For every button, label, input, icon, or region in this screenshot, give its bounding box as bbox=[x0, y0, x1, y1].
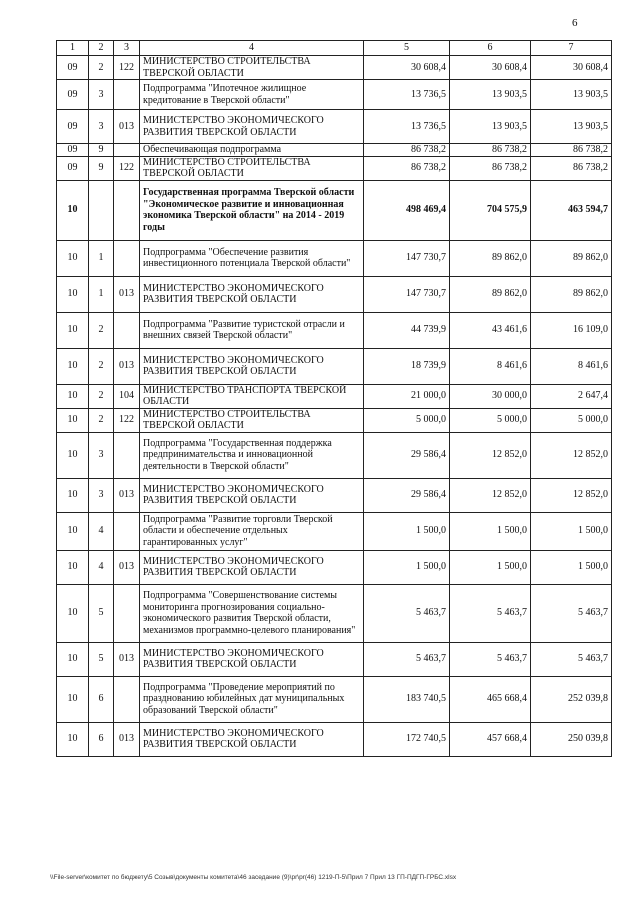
code-subsection-cell: 2 bbox=[89, 312, 114, 348]
code-agency-cell: 013 bbox=[114, 478, 140, 512]
code-agency-cell: 013 bbox=[114, 722, 140, 756]
description-cell: МИНИСТЕРСТВО ЭКОНОМИЧЕСКОГО РАЗВИТИЯ ТВЕРСКОЙ ОБЛАСТИ bbox=[140, 348, 364, 384]
table-row bbox=[57, 512, 612, 550]
value-col5-cell: 44 739,9 bbox=[364, 312, 450, 348]
table-row bbox=[57, 384, 612, 408]
value-col6-cell: 89 862,0 bbox=[450, 240, 531, 276]
description-cell: МИНИСТЕРСТВО ЭКОНОМИЧЕСКОГО РАЗВИТИЯ ТВЕРСКОЙ ОБЛАСТИ bbox=[140, 276, 364, 312]
code-agency-cell bbox=[114, 144, 140, 157]
code-section-cell: 09 bbox=[57, 144, 89, 157]
value-col6-cell: 13 903,5 bbox=[450, 110, 531, 144]
value-col5-cell: 30 608,4 bbox=[364, 56, 450, 80]
table-row bbox=[57, 348, 612, 384]
table-row bbox=[57, 276, 612, 312]
table-row bbox=[57, 110, 612, 144]
code-section-cell: 10 bbox=[57, 642, 89, 676]
code-section-cell: 09 bbox=[57, 80, 89, 110]
value-col7-cell: 16 109,0 bbox=[531, 312, 612, 348]
value-col5-cell: 21 000,0 bbox=[364, 384, 450, 408]
header-cell: 2 bbox=[89, 41, 114, 56]
code-subsection-cell: 5 bbox=[89, 584, 114, 642]
value-col6-cell: 1 500,0 bbox=[450, 550, 531, 584]
value-col7-cell: 30 608,4 bbox=[531, 56, 612, 80]
code-section-cell: 10 bbox=[57, 348, 89, 384]
code-section-cell: 10 bbox=[57, 722, 89, 756]
value-col5-cell: 147 730,7 bbox=[364, 240, 450, 276]
value-col6-cell: 89 862,0 bbox=[450, 276, 531, 312]
value-col7-cell: 5 000,0 bbox=[531, 408, 612, 432]
value-col7-cell: 86 738,2 bbox=[531, 144, 612, 157]
code-agency-cell: 122 bbox=[114, 156, 140, 180]
value-col6-cell: 12 852,0 bbox=[450, 432, 531, 478]
header-cell: 5 bbox=[364, 41, 450, 56]
code-agency-cell: 104 bbox=[114, 384, 140, 408]
code-subsection-cell: 3 bbox=[89, 432, 114, 478]
value-col5-cell: 498 469,4 bbox=[364, 180, 450, 240]
value-col7-cell: 12 852,0 bbox=[531, 432, 612, 478]
code-section-cell: 10 bbox=[57, 408, 89, 432]
description-cell: Подпрограмма "Ипотечное жилищное кредитование в Тверской области" bbox=[140, 80, 364, 110]
code-subsection-cell: 3 bbox=[89, 110, 114, 144]
code-agency-cell bbox=[114, 240, 140, 276]
code-agency-cell bbox=[114, 432, 140, 478]
code-agency-cell bbox=[114, 512, 140, 550]
value-col6-cell: 12 852,0 bbox=[450, 478, 531, 512]
value-col6-cell: 13 903,5 bbox=[450, 80, 531, 110]
code-section-cell: 10 bbox=[57, 384, 89, 408]
code-section-cell: 10 bbox=[57, 240, 89, 276]
code-subsection-cell: 3 bbox=[89, 478, 114, 512]
value-col6-cell: 8 461,6 bbox=[450, 348, 531, 384]
value-col7-cell: 1 500,0 bbox=[531, 512, 612, 550]
value-col6-cell: 86 738,2 bbox=[450, 144, 531, 157]
code-subsection-cell: 9 bbox=[89, 156, 114, 180]
description-cell: Подпрограмма "Проведение мероприятий по празднованию юбилейных дат муниципальных образований Тверской области" bbox=[140, 676, 364, 722]
code-subsection-cell: 6 bbox=[89, 722, 114, 756]
code-section-cell: 09 bbox=[57, 156, 89, 180]
code-agency-cell: 013 bbox=[114, 550, 140, 584]
code-subsection-cell: 5 bbox=[89, 642, 114, 676]
code-section-cell: 09 bbox=[57, 110, 89, 144]
table-row bbox=[57, 550, 612, 584]
value-col5-cell: 5 463,7 bbox=[364, 584, 450, 642]
description-cell: Подпрограмма "Обеспечение развития инвестиционного потенциала Тверской области" bbox=[140, 240, 364, 276]
value-col5-cell: 1 500,0 bbox=[364, 550, 450, 584]
description-cell: МИНИСТЕРСТВО СТРОИТЕЛЬСТВА ТВЕРСКОЙ ОБЛАСТИ bbox=[140, 56, 364, 80]
table-row bbox=[57, 144, 612, 157]
value-col6-cell: 704 575,9 bbox=[450, 180, 531, 240]
header-cell: 4 bbox=[140, 41, 364, 56]
value-col5-cell: 172 740,5 bbox=[364, 722, 450, 756]
description-cell: Подпрограмма "Развитие торговли Тверской области и обеспечение отдельных гарантированных услуг" bbox=[140, 512, 364, 550]
code-agency-cell: 013 bbox=[114, 348, 140, 384]
code-subsection-cell: 3 bbox=[89, 80, 114, 110]
value-col5-cell: 1 500,0 bbox=[364, 512, 450, 550]
table-row bbox=[57, 312, 612, 348]
table-row bbox=[57, 240, 612, 276]
code-agency-cell bbox=[114, 312, 140, 348]
description-cell: Подпрограмма "Государственная поддержка предпринимательства и инновационной деятельности в Тверской области" bbox=[140, 432, 364, 478]
description-cell: МИНИСТЕРСТВО СТРОИТЕЛЬСТВА ТВЕРСКОЙ ОБЛАСТИ bbox=[140, 156, 364, 180]
value-col7-cell: 250 039,8 bbox=[531, 722, 612, 756]
code-section-cell: 10 bbox=[57, 676, 89, 722]
description-cell: Подпрограмма "Развитие туристской отрасли и внешних связей Тверской области" bbox=[140, 312, 364, 348]
description-cell: Государственная программа Тверской области "Экономическое развитие и инновационная экономика Тверской области" на 2014 - 2019 годы bbox=[140, 180, 364, 240]
value-col6-cell: 86 738,2 bbox=[450, 156, 531, 180]
table-row bbox=[57, 432, 612, 478]
code-section-cell: 10 bbox=[57, 550, 89, 584]
table-row bbox=[57, 80, 612, 110]
code-subsection-cell: 6 bbox=[89, 676, 114, 722]
value-col5-cell: 5 000,0 bbox=[364, 408, 450, 432]
value-col5-cell: 18 739,9 bbox=[364, 348, 450, 384]
value-col7-cell: 5 463,7 bbox=[531, 584, 612, 642]
table-row bbox=[57, 478, 612, 512]
code-subsection-cell: 2 bbox=[89, 384, 114, 408]
table-row bbox=[57, 722, 612, 756]
value-col6-cell: 5 463,7 bbox=[450, 642, 531, 676]
code-subsection-cell: 1 bbox=[89, 240, 114, 276]
value-col6-cell: 5 000,0 bbox=[450, 408, 531, 432]
code-section-cell: 10 bbox=[57, 584, 89, 642]
description-cell: МИНИСТЕРСТВО ЭКОНОМИЧЕСКОГО РАЗВИТИЯ ТВЕРСКОЙ ОБЛАСТИ bbox=[140, 642, 364, 676]
description-cell: Обеспечивающая подпрограмма bbox=[140, 144, 364, 157]
code-subsection-cell: 2 bbox=[89, 56, 114, 80]
value-col7-cell: 89 862,0 bbox=[531, 240, 612, 276]
table-row bbox=[57, 642, 612, 676]
description-cell: МИНИСТЕРСТВО ЭКОНОМИЧЕСКОГО РАЗВИТИЯ ТВЕРСКОЙ ОБЛАСТИ bbox=[140, 722, 364, 756]
code-subsection-cell: 2 bbox=[89, 348, 114, 384]
value-col7-cell: 1 500,0 bbox=[531, 550, 612, 584]
code-agency-cell: 122 bbox=[114, 408, 140, 432]
description-cell: МИНИСТЕРСТВО ЭКОНОМИЧЕСКОГО РАЗВИТИЯ ТВЕРСКОЙ ОБЛАСТИ bbox=[140, 110, 364, 144]
code-subsection-cell: 1 bbox=[89, 276, 114, 312]
header-cell: 6 bbox=[450, 41, 531, 56]
value-col5-cell: 13 736,5 bbox=[364, 110, 450, 144]
table-row bbox=[57, 180, 612, 240]
code-agency-cell: 013 bbox=[114, 642, 140, 676]
code-section-cell: 10 bbox=[57, 276, 89, 312]
value-col6-cell: 5 463,7 bbox=[450, 584, 531, 642]
value-col7-cell: 5 463,7 bbox=[531, 642, 612, 676]
code-section-cell: 10 bbox=[57, 478, 89, 512]
value-col7-cell: 2 647,4 bbox=[531, 384, 612, 408]
table-row bbox=[57, 156, 612, 180]
value-col6-cell: 30 608,4 bbox=[450, 56, 531, 80]
value-col5-cell: 147 730,7 bbox=[364, 276, 450, 312]
code-section-cell: 10 bbox=[57, 180, 89, 240]
code-agency-cell bbox=[114, 80, 140, 110]
header-cell: 3 bbox=[114, 41, 140, 56]
table-row bbox=[57, 56, 612, 80]
code-subsection-cell: 4 bbox=[89, 512, 114, 550]
value-col7-cell: 463 594,7 bbox=[531, 180, 612, 240]
code-subsection-cell: 9 bbox=[89, 144, 114, 157]
description-cell: МИНИСТЕРСТВО ЭКОНОМИЧЕСКОГО РАЗВИТИЯ ТВЕРСКОЙ ОБЛАСТИ bbox=[140, 478, 364, 512]
code-agency-cell bbox=[114, 676, 140, 722]
value-col7-cell: 252 039,8 bbox=[531, 676, 612, 722]
code-section-cell: 09 bbox=[57, 56, 89, 80]
description-cell: МИНИСТЕРСТВО ТРАНСПОРТА ТВЕРСКОЙ ОБЛАСТИ bbox=[140, 384, 364, 408]
table-row bbox=[57, 584, 612, 642]
code-section-cell: 10 bbox=[57, 312, 89, 348]
value-col6-cell: 30 000,0 bbox=[450, 384, 531, 408]
value-col6-cell: 465 668,4 bbox=[450, 676, 531, 722]
code-section-cell: 10 bbox=[57, 432, 89, 478]
value-col5-cell: 86 738,2 bbox=[364, 156, 450, 180]
code-subsection-cell bbox=[89, 180, 114, 240]
code-agency-cell: 013 bbox=[114, 110, 140, 144]
code-section-cell: 10 bbox=[57, 512, 89, 550]
code-subsection-cell: 4 bbox=[89, 550, 114, 584]
value-col5-cell: 29 586,4 bbox=[364, 432, 450, 478]
table-row bbox=[57, 408, 612, 432]
value-col7-cell: 13 903,5 bbox=[531, 110, 612, 144]
code-agency-cell bbox=[114, 180, 140, 240]
file-path-footer: \\File-server\комитет по бюджету\5 Созыв\документы комитета\46 заседание (9)\pr\pr(46) 1219-П-5\Прил 7 Прил 13 ГП-ПДГП-ГРБС.xlsx bbox=[50, 874, 457, 881]
value-col6-cell: 1 500,0 bbox=[450, 512, 531, 550]
value-col7-cell: 8 461,6 bbox=[531, 348, 612, 384]
code-agency-cell: 122 bbox=[114, 56, 140, 80]
value-col7-cell: 12 852,0 bbox=[531, 478, 612, 512]
value-col5-cell: 86 738,2 bbox=[364, 144, 450, 157]
value-col5-cell: 29 586,4 bbox=[364, 478, 450, 512]
value-col7-cell: 86 738,2 bbox=[531, 156, 612, 180]
value-col5-cell: 5 463,7 bbox=[364, 642, 450, 676]
value-col6-cell: 43 461,6 bbox=[450, 312, 531, 348]
value-col6-cell: 457 668,4 bbox=[450, 722, 531, 756]
table-row bbox=[57, 676, 612, 722]
value-col7-cell: 13 903,5 bbox=[531, 80, 612, 110]
value-col7-cell: 89 862,0 bbox=[531, 276, 612, 312]
value-col5-cell: 13 736,5 bbox=[364, 80, 450, 110]
code-subsection-cell: 2 bbox=[89, 408, 114, 432]
description-cell: Подпрограмма "Совершенствование системы мониторинга прогнозирования социально-экономического развития Тверской области, механизмов программно-целевого планирования" bbox=[140, 584, 364, 642]
description-cell: МИНИСТЕРСТВО СТРОИТЕЛЬСТВА ТВЕРСКОЙ ОБЛАСТИ bbox=[140, 408, 364, 432]
table-header-row bbox=[57, 41, 612, 56]
description-cell: МИНИСТЕРСТВО ЭКОНОМИЧЕСКОГО РАЗВИТИЯ ТВЕРСКОЙ ОБЛАСТИ bbox=[140, 550, 364, 584]
page-number: 6 bbox=[572, 17, 578, 29]
header-cell: 7 bbox=[531, 41, 612, 56]
budget-table bbox=[56, 40, 612, 757]
header-cell: 1 bbox=[57, 41, 89, 56]
code-agency-cell bbox=[114, 584, 140, 642]
code-agency-cell: 013 bbox=[114, 276, 140, 312]
value-col5-cell: 183 740,5 bbox=[364, 676, 450, 722]
